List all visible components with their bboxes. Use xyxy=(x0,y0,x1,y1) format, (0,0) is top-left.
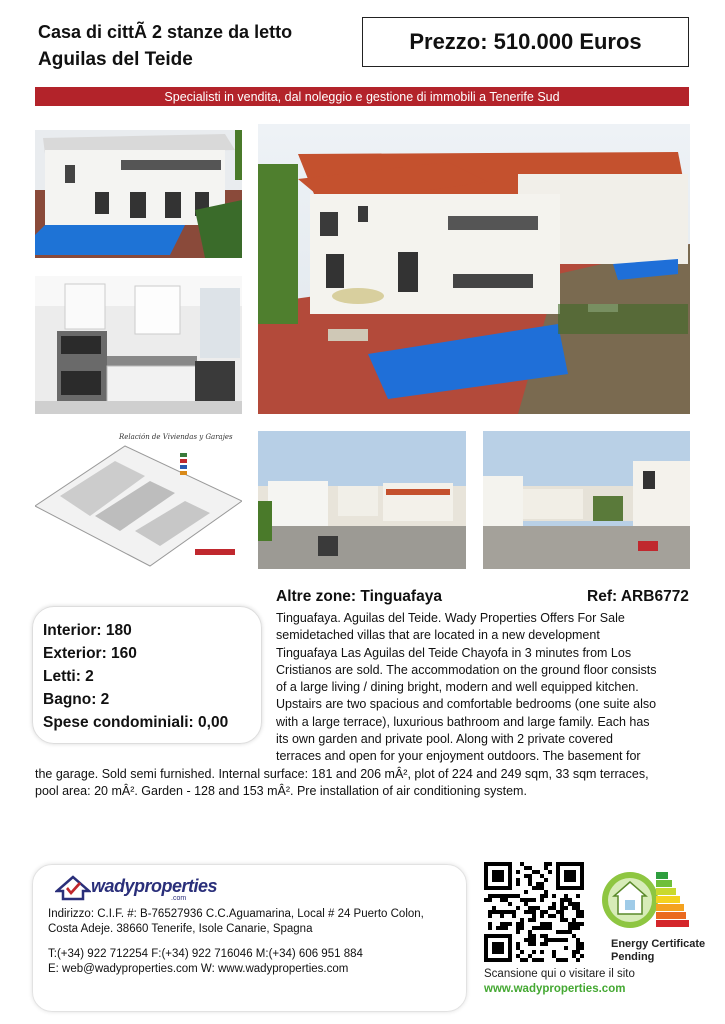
agency-banner xyxy=(35,87,689,106)
house-logo-icon xyxy=(55,875,91,901)
reference-label: Ref: ARB6772 xyxy=(587,588,689,605)
zone-label: Altre zone: Tinguafaya xyxy=(276,588,442,605)
description-line: Tinguafaya. Aguilas del Teide. Wady Properties Offers For Sale xyxy=(276,611,625,625)
description-line: Tinguafaya Las Aguilas del Teide Chayofa in 3 minutes from Los xyxy=(276,645,632,660)
wady-logo xyxy=(55,875,91,906)
description-line: terraces and open for your enjoyment outdoors. The basement for xyxy=(276,749,641,764)
description-line: with a large terrace), luxurious bathroom and large family. Each has xyxy=(276,714,650,729)
description-continuation xyxy=(35,766,695,801)
scan-instruction: Scansione qui o visitare il sito xyxy=(484,968,635,980)
qr-code[interactable] xyxy=(484,862,584,962)
banner-text: Specialisti in vendita, dal noleggio e gestione di immobili a Tenerife Sud xyxy=(164,89,560,104)
wady-logo-domain: .com xyxy=(171,895,187,902)
spec-interior: Interior: 180 xyxy=(43,622,132,639)
image-site-plan xyxy=(35,431,242,569)
address-line-2: Costa Adeje. 38660 Tenerife, Isole Canarie, Spagna xyxy=(48,923,313,935)
description-line: the garage. Sold semi furnished. Internal surface: 181 and 206 mÂ², plot of 224 and 249 sqm, 33 sqm terraces, xyxy=(35,767,649,781)
site-plan-title: Relación de Viviendas y Garajes xyxy=(119,433,233,441)
spec-bedrooms: Letti: 2 xyxy=(43,668,94,685)
description-line: its own garden and private pool. Along with 2 private covered xyxy=(276,732,614,747)
energy-certificate-status: Pending xyxy=(611,951,655,963)
energy-certificate-graphic xyxy=(596,862,691,938)
price-label: Prezzo: 510.000 Euros xyxy=(409,29,642,54)
property-title: Casa di cittÃ 2 stanze da letto xyxy=(38,22,293,42)
photo-villa-exterior xyxy=(35,130,242,258)
spec-condo-fees: Spese condominiali: 0,00 xyxy=(43,714,229,731)
spec-exterior: Exterior: 160 xyxy=(43,645,137,662)
photo-main-rendering xyxy=(258,124,690,414)
website-link[interactable]: www.wadyproperties.com xyxy=(484,983,626,995)
price-box xyxy=(362,17,689,67)
description-line: pool area: 20 mÂ². Garden - 128 and 153 mÂ². Pre installation of air conditioning system. xyxy=(35,784,527,799)
address-line-1: Indirizzo: C.I.F. #: B-76527936 C.C.Aguamarina, Local # 24 Puerto Colon, xyxy=(48,908,424,920)
energy-certificate-line: Energy Certificate xyxy=(611,938,706,950)
description-column xyxy=(276,610,691,766)
email-line: E: web@wadyproperties.com W: www.wadyproperties.com xyxy=(48,963,349,975)
description-line: semidetached villas that are located in a new development xyxy=(276,628,600,643)
property-location: Aguilas del Teide xyxy=(38,49,193,70)
wady-logo-text: wadyproperties xyxy=(91,876,218,896)
energy-certificate-label xyxy=(611,938,705,964)
description-line: Cristianos are sold. The accommodation on the ground floor consists xyxy=(276,662,657,677)
property-specs-box xyxy=(32,606,262,744)
phone-line: T:(+34) 922 712254 F:(+34) 922 716046 M:(+34) 606 951 884 xyxy=(48,948,363,960)
description-line: of a large living / dining bright, modern and well equipped kitchen. xyxy=(276,680,639,695)
description-line: Upstairs are two spacious and comfortable bedrooms (one suite also xyxy=(276,697,657,712)
spec-bathrooms: Bagno: 2 xyxy=(43,691,110,708)
energy-house-icon xyxy=(596,862,691,938)
photo-street-view-2 xyxy=(483,431,690,569)
photo-street-view-1 xyxy=(258,431,466,569)
photo-kitchen xyxy=(35,276,242,414)
agency-contact-box xyxy=(32,864,467,1012)
